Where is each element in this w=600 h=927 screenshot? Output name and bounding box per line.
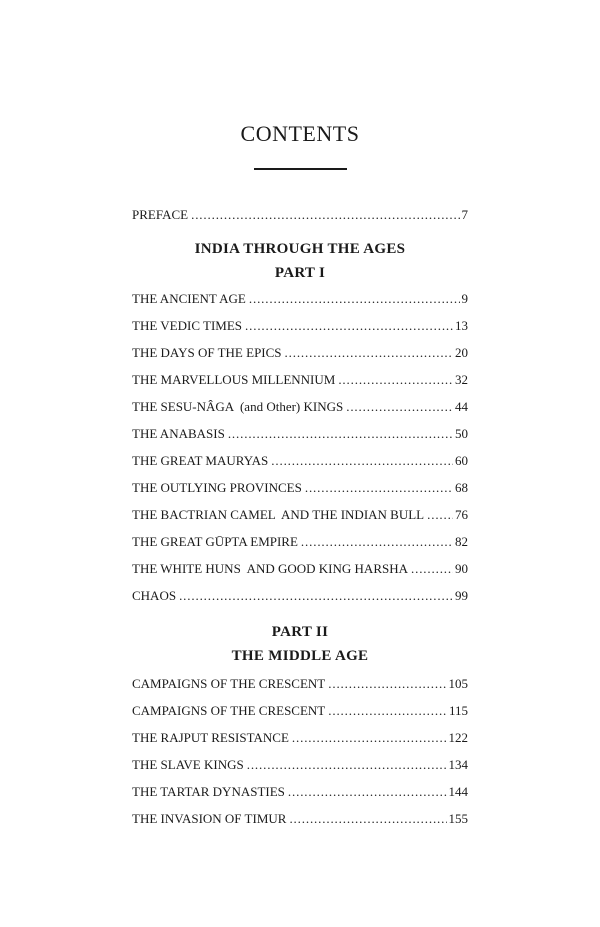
toc-entry[interactable]: [132, 505, 468, 525]
toc-entry[interactable]: [132, 782, 468, 802]
toc-entry-label: THE SESU-NÂGA (and Other) KINGS: [132, 399, 344, 414]
toc-entry-label: THE BACTRIAN CAMEL AND THE INDIAN BULL: [132, 507, 425, 522]
toc-entry[interactable]: [132, 701, 468, 721]
dot-leader: [249, 289, 460, 309]
part1-heading: PART I: [274, 265, 326, 281]
toc-entry-label: THE MARVELLOUS MILLENNIUM: [132, 372, 336, 387]
toc-entry-page: 44: [455, 399, 468, 414]
dot-leader: [228, 424, 453, 444]
toc-entry[interactable]: [132, 755, 468, 775]
toc-entry-page: 115: [448, 703, 468, 718]
toc-entry[interactable]: [132, 809, 468, 829]
toc-entry-page: 60: [455, 453, 468, 468]
toc-entry-page: 82: [455, 534, 468, 549]
toc-entry-page: 7: [461, 207, 468, 222]
toc-entry[interactable]: [132, 289, 468, 309]
toc-entry-page: 90: [455, 561, 468, 576]
toc-entry-page: 9: [461, 291, 468, 306]
dot-leader: [411, 559, 453, 579]
toc-entry-label: CAMPAIGNS OF THE CRESCENT: [132, 703, 326, 718]
toc-entry-label: THE OUTLYING PROVINCES: [132, 480, 302, 495]
dot-leader: [338, 370, 453, 390]
toc-entry-page: 105: [448, 676, 468, 691]
toc-entry-label: THE ANABASIS: [132, 426, 225, 441]
toc-entry[interactable]: [132, 728, 468, 748]
dot-leader: [247, 755, 447, 775]
dot-leader: [285, 343, 453, 363]
toc-entry-page: 13: [455, 318, 468, 333]
dot-leader: [346, 397, 453, 417]
toc-entry-label: PREFACE: [132, 207, 189, 222]
toc-entry-page: 144: [448, 784, 468, 799]
toc-entry-page: 50: [455, 426, 468, 441]
dot-leader: [328, 701, 447, 721]
toc-entry[interactable]: [132, 559, 468, 579]
toc-entry-label: THE SLAVE KINGS: [132, 757, 244, 772]
section-heading: INDIA THROUGH THE AGES: [194, 241, 406, 257]
dot-leader: [292, 728, 447, 748]
toc-entry-page: 20: [455, 345, 468, 360]
dot-leader: [305, 478, 453, 498]
toc-entry[interactable]: [132, 397, 468, 417]
dot-leader: [271, 451, 453, 471]
dot-leader: [179, 586, 453, 606]
dot-leader: [245, 316, 453, 336]
toc-entry-label: THE ANCIENT AGE: [132, 291, 246, 306]
dot-leader: [288, 782, 447, 802]
toc-entry[interactable]: [132, 343, 468, 363]
toc-entry[interactable]: [132, 586, 468, 606]
toc-entry[interactable]: [132, 316, 468, 336]
toc-entry-label: THE RAJPUT RESISTANCE: [132, 730, 289, 745]
toc-entry-page: 32: [455, 372, 468, 387]
toc-entry[interactable]: [132, 478, 468, 498]
toc-entry-label: THE GREAT MAURYAS: [132, 453, 269, 468]
dot-leader: [427, 505, 453, 525]
toc-entry-label: THE DAYS OF THE EPICS: [132, 345, 282, 360]
toc-entry-preface[interactable]: [132, 205, 468, 225]
toc-entry[interactable]: [132, 424, 468, 444]
toc-entry-label: CHAOS: [132, 588, 177, 603]
toc-entry-label: THE VEDIC TIMES: [132, 318, 243, 333]
dot-leader: [328, 674, 446, 694]
toc-entry-page: 155: [448, 811, 468, 826]
toc-entry-page: 122: [448, 730, 468, 745]
toc-entry-page: 99: [455, 588, 468, 603]
toc-entry[interactable]: [132, 451, 468, 471]
toc-entry[interactable]: [132, 370, 468, 390]
toc-entry-label: THE INVASION OF TIMUR: [132, 811, 287, 826]
toc-entry-page: 134: [448, 757, 468, 772]
toc-entry-label: THE TARTAR DYNASTIES: [132, 784, 285, 799]
dot-leader: [301, 532, 453, 552]
part2-subheading: THE MIDDLE AGE: [231, 648, 369, 664]
dot-leader: [289, 809, 446, 829]
toc-entry[interactable]: [132, 674, 468, 694]
page-title: CONTENTS: [240, 121, 360, 146]
dot-leader: [191, 205, 459, 225]
toc-entry-page: 68: [455, 480, 468, 495]
title-rule: [254, 168, 347, 170]
part2-heading: PART II: [271, 624, 329, 640]
toc-entry-label: CAMPAIGNS OF THE CRESCENT: [132, 676, 326, 691]
toc-entry-label: THE GREAT GŪPTA EMPIRE: [132, 534, 298, 549]
toc-entry[interactable]: [132, 532, 468, 552]
toc-entry-label: THE WHITE HUNS AND GOOD KING HARSHA: [132, 561, 408, 576]
toc-entry-page: 76: [455, 507, 468, 522]
